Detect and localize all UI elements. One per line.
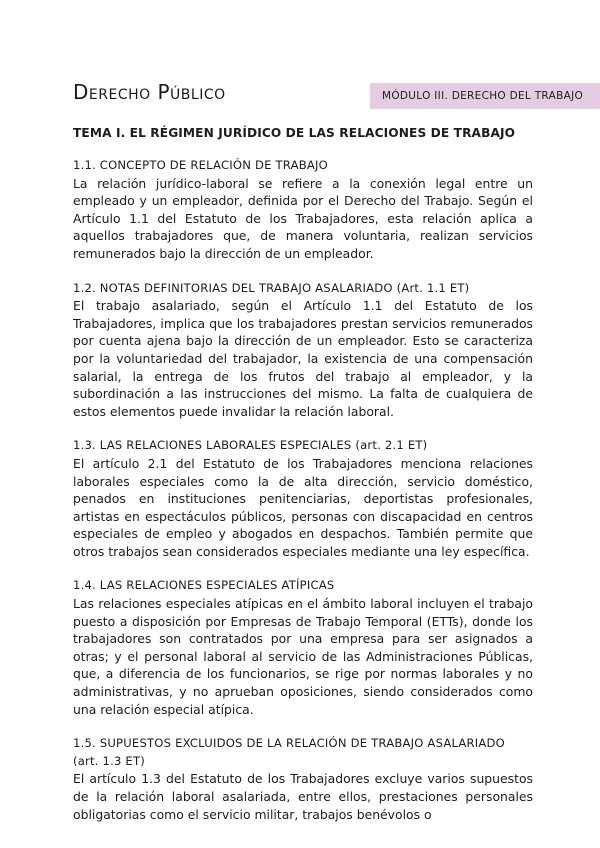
section-paragraph: La relación jurídico-laboral se refiere a la conexión legal entre un empleado y un empleador, definida por el Derecho del Trabajo. Según el Artículo 1.1 del Estatuto de los Trabajadores, esta relación aplica a aquellos trabajadores que, de manera voluntaria, realizan servicios remunerados bajo la dirección de un empleador.: [73, 175, 533, 261]
section-paragraph: Las relaciones especiales atípicas en el ámbito laboral incluyen el trabajo puesto a disposición por Empresas de Trabajo Temporal (ETTs), donde los trabajadores son contratados por una empresa para ser asignados a otras; y el personal laboral al servicio de las Administraciones Públicas, que, a diferencia de los funcionarios, se rige por normas laborales y no administrativas, y no aprueban oposiciones, siendo considerados como una relación especial atípica.: [73, 596, 533, 717]
module-label: MÓDULO III. DERECHO DEL TRABAJO: [370, 83, 600, 109]
section-1-5: [73, 735, 533, 823]
section-1-4: [73, 577, 533, 718]
section-1-3: [73, 437, 533, 560]
section-heading: 1.5. SUPUESTOS EXCLUIDOS DE LA RELACIÓN DE TRABAJO ASALARIADO (art. 1.3 ET): [73, 736, 505, 768]
section-paragraph: El artículo 2.1 del Estatuto de los Trabajadores menciona relaciones laborales especiales como la de alta dirección, servicio doméstico, penados en instituciones penitenciarias, deportistas profesionales, artistas en espectáculos públicos, personas con discapacidad en centros especiales de empleo y abogados en despachos. También permite que otros trabajos sean considerados especiales mediante una ley específica.: [73, 455, 533, 559]
section-heading: 1.4. LAS RELACIONES ESPECIALES ATÍPICAS: [73, 578, 335, 593]
section-1-2: [73, 280, 533, 421]
section-heading: 1.1. CONCEPTO DE RELACIÓN DE TRABAJO: [73, 158, 328, 172]
section-heading: 1.3. LAS RELACIONES LABORALES ESPECIALES (art. 2.1 ET): [73, 438, 428, 453]
section-paragraph: El artículo 1.3 del Estatuto de los Trabajadores excluye varios supuestos de la relación laboral asalariada, entre ellos, prestaciones personales obligatorias como el servicio militar, trabajos benévolos o: [73, 771, 533, 822]
section-paragraph: El trabajo asalariado, según el Artículo 1.1 del Estatuto de los Trabajadores, implica que los trabajadores prestan servicios remunerados por cuenta ajena bajo la dirección de un empleador. Esto se caracteriza por la voluntariedad del trabajador, la existencia de una compensación salarial, la entrega de los frutos del trabajo al empleador, y la subordinación a las instrucciones del mismo. La falta de cualquiera de estos elementos puede invalidar la relación laboral.: [73, 298, 533, 419]
section-1-1: [73, 157, 533, 263]
document-title: Derecho Público: [73, 80, 226, 104]
section-heading: 1.2. NOTAS DEFINITORIAS DEL TRABAJO ASALARIADO (Art. 1.1 ET): [73, 280, 470, 295]
document-body: [73, 157, 533, 840]
topic-heading: TEMA I. EL RÉGIMEN JURÍDICO DE LAS RELACIONES DE TRABAJO: [73, 126, 516, 140]
